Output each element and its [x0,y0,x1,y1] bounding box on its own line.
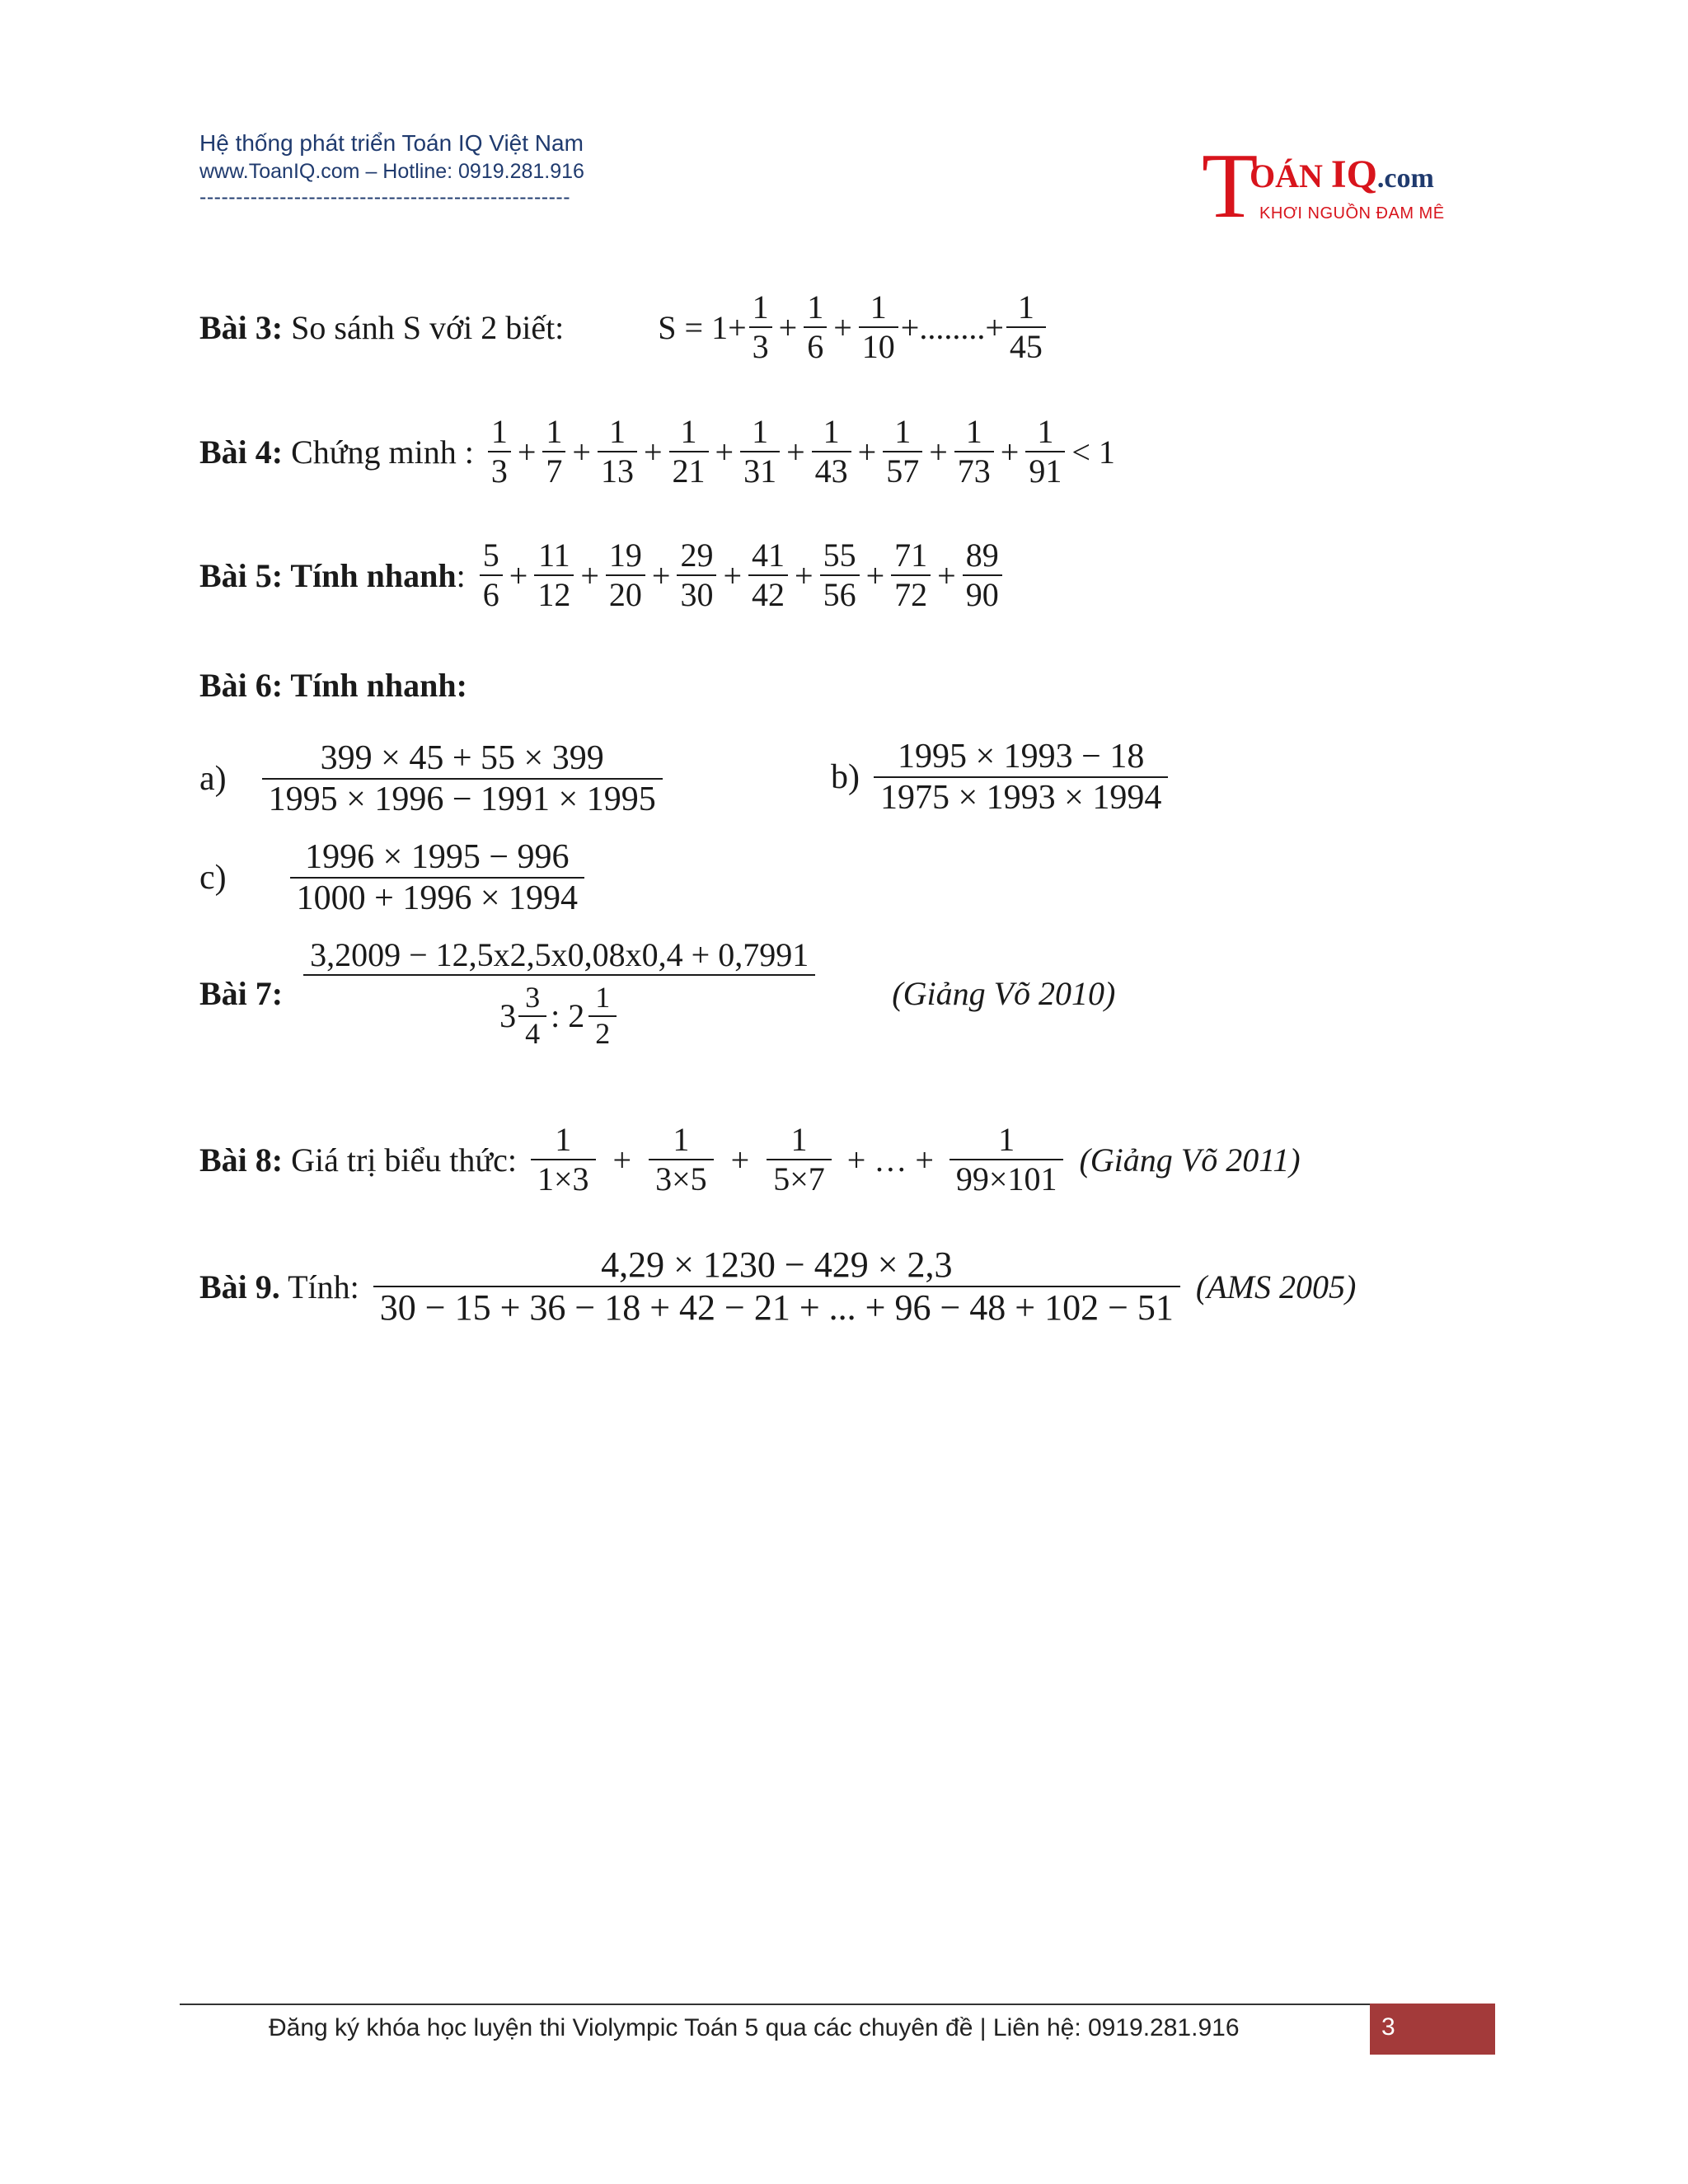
fraction: $\frac{1}{73}$ [954,415,994,489]
logo-com: .com [1376,163,1434,194]
fraction: $\frac{1996 \times 1995 - 996}{1000 + 1996 \times 1994}$ [290,839,584,916]
fraction: $\frac{1}{91}$ [1025,415,1065,489]
exercise-5: Bài 5: Tính nhanh: $\frac{5}{6}$ + $\frac{11}{12}$ + $\frac{19}{20}$ + $\frac{29}{30}$ + $\frac{41}{42}$ + $\frac{55}{56}$ + $\frac{71}{72}$ + $\frac{89}{90}$ [199,538,1005,612]
exercise-3-label: Bài 3: So sánh S với 2 biết: [199,308,565,346]
header-title: Hệ thống phát triển Toán IQ Việt Nam [199,130,584,156]
fraction: $\frac{1}{31}$ [740,415,780,489]
fraction: $\frac{1}{10}$ [859,290,898,364]
fraction: $\frac{1}{3}$ [488,415,511,489]
fraction: $\frac{19}{20}$ [606,538,645,612]
page-number: 3 [1370,2004,1495,2055]
exercise-6c-tag: c) [199,859,227,898]
header-divider: --------------------------------------------------- [199,185,571,209]
fraction: $\frac{4,29 \times 1230 - 429 \times 2,3}{30 - 15 + 36 - 18 + 42 - 21 + ... + 96 - 48 + 102 - 51}$ [373,1246,1180,1327]
fraction: $\frac{399 \times 45 + 55 \times 399}{1995 \times 1996 - 1991 \times 1995}$ [262,740,663,818]
fraction: $\frac{71}{72}$ [891,538,931,612]
fraction: $\frac{1}{3\times 5}$ [649,1122,714,1197]
fraction: $\frac{89}{90}$ [963,538,1002,612]
logo-oan: OÁN [1250,157,1331,194]
exercise-7 [199,938,1115,1050]
exercise-3-dots: +........+ [900,308,1004,346]
exercise-9 [199,1246,1356,1327]
logo-tagline: KHƠI NGUỒN ĐAM MÊ [1259,204,1445,223]
header-website-hotline: www.ToanIQ.com – Hotline: 0919.281.916 [199,160,584,183]
exercise-3: Bài 3: So sánh S với 2 biết: S = 1+ $\frac{1}{3}$ + $\frac{1}{6}$ + $\frac{1}{10}$ +........+ $\frac{1}{45}$ [199,290,1048,364]
toaniq-logo [1202,135,1465,247]
fraction: $\frac{1}{21}$ [669,415,709,489]
exercise-8: Bài 8: Giá trị biểu thức: $\frac{1}{1\times 3}$ + $\frac{1}{3\times 5}$ + $\frac{1}{5\times 7}$ + … + $\frac{1}{99\times 101}$ (Giảng Võ 2011) [199,1121,1301,1197]
exercise-3-s: S = 1+ [658,308,747,346]
exercise-6b-tag: b) [831,758,860,797]
fraction: $\frac{5}{6}$ [480,538,503,612]
fraction: $\frac{1}{7}$ [542,415,565,489]
fraction: $\frac{41}{42}$ [748,538,788,612]
fraction: $\frac{3}{4}$ [518,982,546,1050]
fraction: $\frac{1}{1\times 3}$ [531,1122,596,1197]
exercise-8-label: Bài 8: Giá trị biểu thức: [199,1141,517,1179]
exercise-9-source: (AMS 2005) [1195,1268,1357,1305]
fraction: $\frac{1}{3}$ [749,290,772,364]
logo-iq: IQ [1330,152,1377,196]
fraction: $\frac{1}{13}$ [598,415,637,489]
footer-text: Đăng ký khóa học luyện thi Violympic Toán 5 qua các chuyên đề | Liên hệ: 0919.281.916 [269,2014,1240,2041]
exercise-4-inequality: < 1 [1071,433,1115,471]
fraction: $\frac{1}{6}$ [804,290,827,364]
fraction: $\frac{1}{99\times 101}$ [950,1122,1064,1197]
logo-wordmark [1250,152,1434,197]
fraction: $\frac{29}{30}$ [677,538,716,612]
exercise-4: Bài 4: Chứng minh : $\frac{1}{3}$ + $\frac{1}{7}$ + $\frac{1}{13}$ + $\frac{1}{21}$ + $\frac{1}{31}$ + $\frac{1}{43}$ + $\frac{1}{57}$ + $\frac{1}{73}$ + $\frac{1}{91}$ < 1 [199,413,1115,490]
fraction: $\frac{55}{56}$ [820,538,860,612]
exercise-6b [831,738,1170,816]
footer-divider [180,2004,1370,2005]
fraction: 3,2009 − 12,5x2,5x0,08x0,4 + 0,7991 3 $\frac{3}{4}$ : 2 $\frac{1}{2}$ [303,938,815,1050]
fraction: $\frac{1}{45}$ [1006,290,1046,364]
fraction: $\frac{11}{12}$ [534,538,574,612]
exercise-5-label: Bài 5: Tính nhanh: [199,556,466,594]
exercise-6a-tag: a) [199,760,227,799]
fraction: $\frac{1995 \times 1993 - 18}{1975 \times 1993 \times 1994}$ [874,738,1168,816]
exercise-9-label: Bài 9. Tính: [199,1268,359,1305]
logo-letter-t: T [1202,135,1259,237]
exercise-8-source: (Giảng Võ 2011) [1079,1141,1301,1179]
mixed-number: 3 $\frac{3}{4}$ [499,982,549,1050]
fraction: $\frac{1}{2}$ [588,982,617,1050]
exercise-6c [199,839,587,916]
exercise-7-label: Bài 7: [199,975,284,1013]
exercise-4-label: Bài 4: Chứng minh : [199,433,474,471]
fraction: $\frac{1}{57}$ [883,415,922,489]
exercise-7-source: (Giảng Võ 2010) [892,975,1116,1013]
exercise-6a [199,740,665,818]
exercise-6-label: Bài 6: Tính nhanh: [199,667,467,704]
fraction: $\frac{1}{5\times 7}$ [767,1122,832,1197]
fraction: $\frac{1}{43}$ [812,415,851,489]
